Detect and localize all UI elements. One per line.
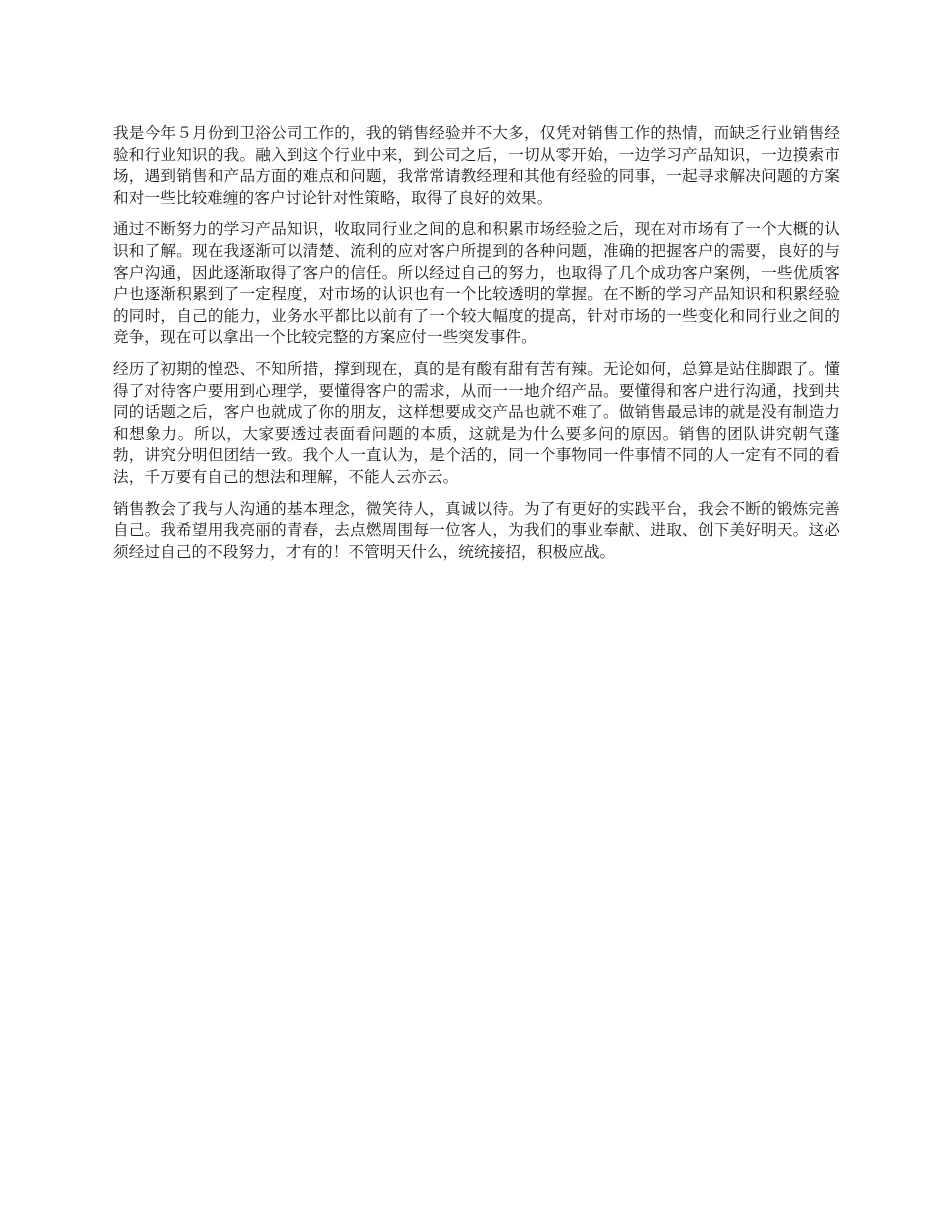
paragraph-1: 我是今年５月份到卫浴公司工作的，我的销售经验并不大多，仅凭对销售工作的热情，而缺乏行业销售经验和行业知识的我。融入到这个行业中来，到公司之后，一切从零开始，一边学习产品知识，一边摸索市场，遇到销售和产品方面的难点和问题，我常常请教经理和其他有经验的同事，一起寻求解决问题的方案和对一些比较难缠的客户讨论针对性策略，取得了良好的效果。 bbox=[113, 124, 840, 207]
paragraph-3: 经历了初期的惶恐、不知所措，撑到现在，真的是有酸有甜有苦有辣。无论如何，总算是站住脚跟了。懂得了对待客户要用到心理学，要懂得客户的需求，从而一一地介绍产品。要懂得和客户进行沟通，找到共同的话题之后，客户也就成了你的朋友，这样想要成交产品也就不难了。做销售最忌讳的就是没有制造力和想象力。所以，大家要透过表面看问题的本质，这就是为什么要多问的原因。销售的团队讲究朝气蓬勃，讲究分明但团结一致。我个人一直认为，是个活的，同一个事物同一件事情不同的人一定有不同的看法，千万要有自己的想法和理解，不能人云亦云。 bbox=[113, 359, 840, 486]
document-body bbox=[113, 123, 840, 573]
paragraph-4: 销售教会了我与人沟通的基本理念，微笑待人，真诚以待。为了有更好的实践平台，我会不断的锻炼完善自己。我希望用我亮丽的青春，去点燃周围每一位客人，为我们的事业奉献、进取、创下美好明天。这必须经过自己的不段努力，才有的！不管明天什么，统统接招，积极应战。 bbox=[113, 499, 840, 561]
paragraph-2: 通过不断努力的学习产品知识，收取同行业之间的息和积累市场经验之后，现在对市场有了一个大概的认识和了解。现在我逐渐可以清楚、流利的应对客户所提到的各种问题，准确的把握客户的需要，良好的与客户沟通，因此逐渐取得了客户的信任。所以经过自己的努力，也取得了几个成功客户案例，一些优质客户也逐渐积累到了一定程度，对市场的认识也有一个比较透明的掌握。在不断的学习产品知识和积累经验的同时，自己的能力，业务水平都比以前有了一个较大幅度的提高，针对市场的一些变化和同行业之间的竞争，现在可以拿出一个比较完整的方案应付一些突发事件。 bbox=[113, 220, 840, 347]
